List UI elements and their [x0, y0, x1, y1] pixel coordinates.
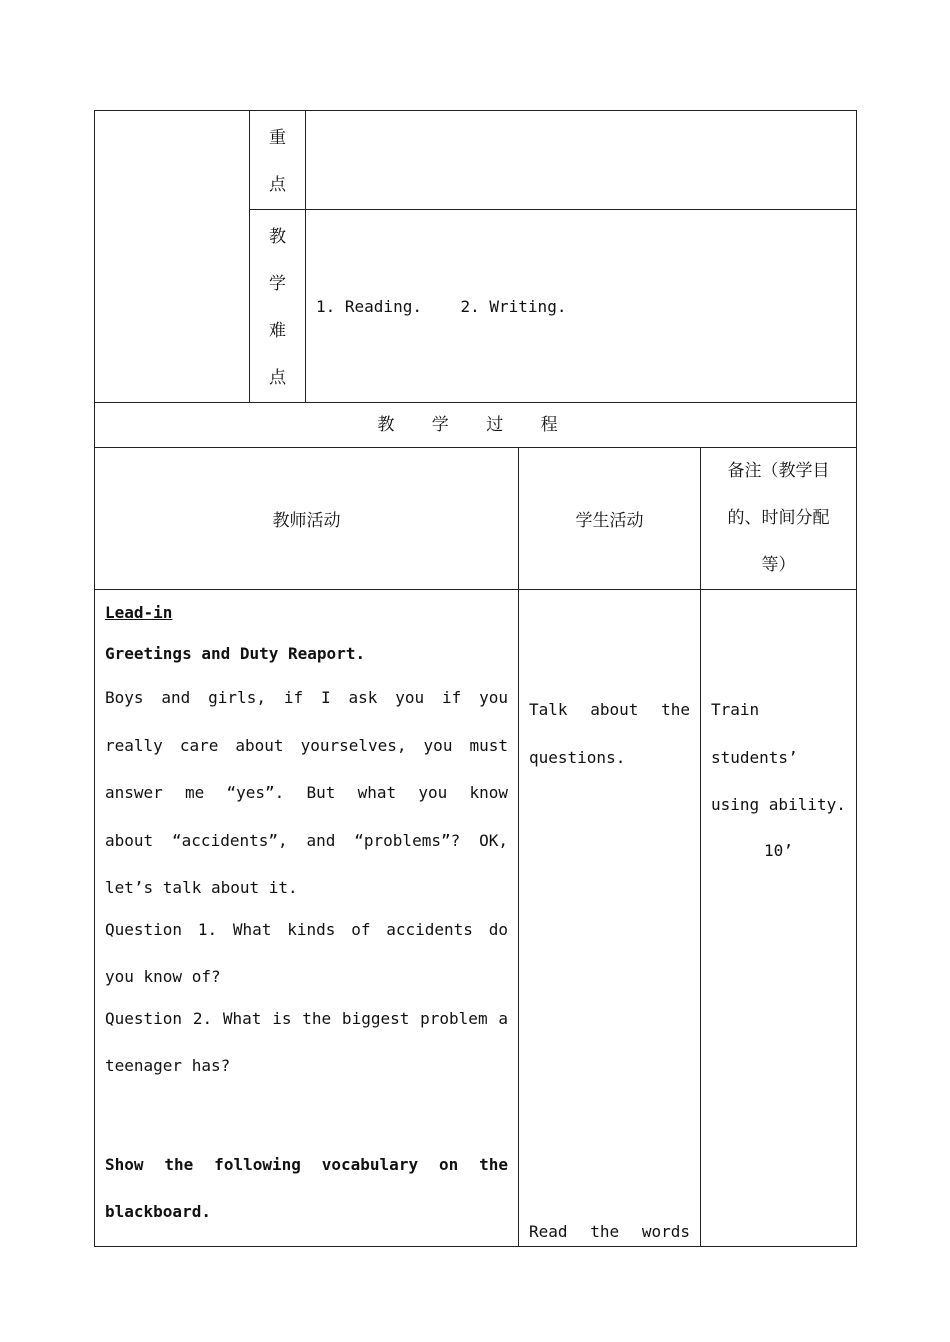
teacher-activity-cell [95, 590, 519, 1247]
intro-paragraph: Boys and girls, if I ask you if you really care about yourselves, you must answer me “yes”. But what you know about “accidents”, and “problems”? OK, let’s talk about it. [105, 688, 508, 897]
student-read: Read the words [529, 1221, 690, 1241]
vocabulary-instruction: Show the following vocabulary on the blackboard. [105, 1154, 508, 1221]
row-column-headers [95, 448, 857, 590]
section-subtitle: Greetings and Duty Reaport. [105, 644, 366, 663]
notes-cell [701, 590, 857, 1247]
blank-left-cell [95, 111, 250, 403]
notes-text: Train students’ using ability. [711, 700, 846, 814]
header-notes: 备注（教学目 的、时间分配 等） [701, 448, 857, 590]
key-points-content [306, 111, 857, 210]
student-talk: Talk about the questions. [529, 700, 690, 767]
difficulties-content: 1. Reading. 2. Writing. [306, 210, 857, 403]
label-key-points: 重 点 [250, 111, 306, 210]
question-2: Question 2. What is the biggest problem a teenager has? [105, 1008, 508, 1075]
row-body [95, 590, 857, 1247]
section-title: Lead-in [105, 603, 173, 622]
row-process-heading [95, 403, 857, 448]
process-heading: 教 学 过 程 [95, 403, 857, 448]
label-difficulties: 教 学 难 点 [250, 210, 306, 403]
header-teacher-activity: 教师活动 [95, 448, 519, 590]
question-1: Question 1. What kinds of accidents do you know of? [105, 919, 508, 986]
student-activity-cell [519, 590, 701, 1247]
notes-time: 10’ [764, 840, 793, 860]
header-student-activity: 学生活动 [519, 448, 701, 590]
lesson-plan-table [94, 110, 857, 1247]
row-key-points [95, 111, 857, 210]
